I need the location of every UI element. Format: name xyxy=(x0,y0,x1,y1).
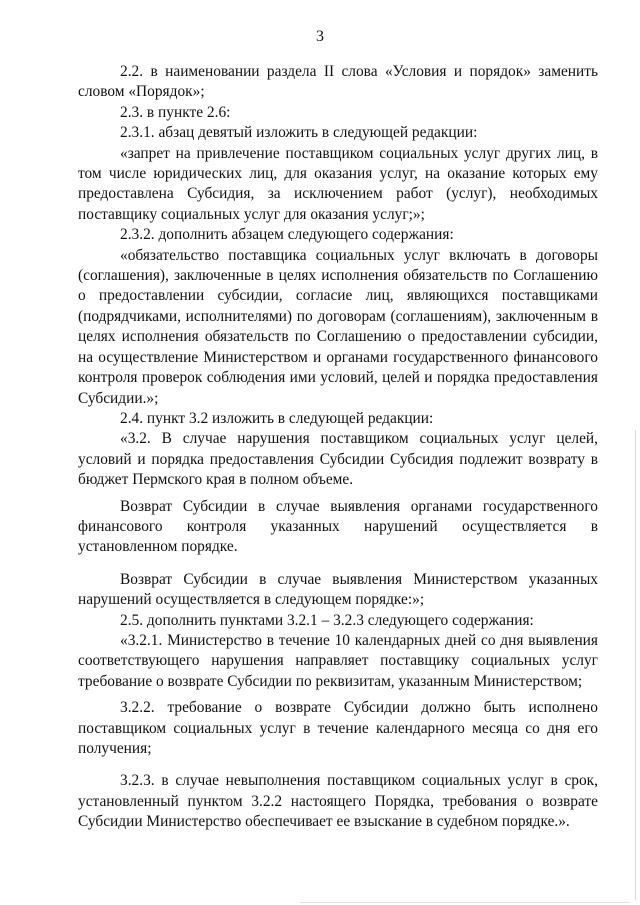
paragraph-quote-obligation: «обязательство поставщика социальных услуг включать в договоры (соглашения), заключенные в целях исполнения обязательств по Соглашению о предоставлении субсидии, согласие лиц, являющихся поставщиками (подрядчиками, исполнителями) по договорам (соглашениям), заключенным в целях исполнения обязательств по Соглашению о предоставлении субсидии, на осуществление Министерством и органами государственного финансового контроля проверок соблюдения ими условий, целей и порядка предоставления Субсидии.»; xyxy=(78,246,598,407)
paragraph-3-2-3: 3.2.3. в случае невыполнения поставщиком социальных услуг в срок, установленный пунктом 3.2.2 настоящего Порядка, требования о возврате Субсидии Министерство обеспечивает ее взыскание в судебном порядке.». xyxy=(78,772,598,831)
paragraph-2-4: 2.4. пункт 3.2 изложить в следующей редакции: xyxy=(120,409,434,427)
paragraph-2-3-2: 2.3.2. дополнить абзацем следующего содержания: xyxy=(120,226,454,244)
page-number: 3 xyxy=(316,28,324,45)
paragraph-3-2-2: 3.2.2. требование о возврате Субсидии должно быть исполнено поставщиком социальных услуг в течение календарного месяца со дня его получения; xyxy=(78,699,598,757)
paragraph-2-3: 2.3. в пункте 2.6: xyxy=(120,103,231,121)
paragraph-return-ministry: Возврат Субсидии в случае выявления Министерством указанных нарушений осуществляется в следующем порядке:»; xyxy=(78,570,598,609)
scan-edge-line xyxy=(635,430,636,900)
paragraph-3-2: «3.2. В случае нарушения поставщиком социальных услуг целей, условий и порядка предоставления Субсидии Субсидия подлежит возврату в бюджет Пермского края в полном объеме. xyxy=(78,430,598,489)
paragraph-2-3-1: 2.3.1. абзац девятый изложить в следующей редакции: xyxy=(120,124,478,142)
paragraph-3-2-1: «3.2.1. Министерство в течение 10 календарных дней со дня выявления соответствующего нарушения направляет поставщику социальных услуг требование о возврате Субсидии по реквизитам, указанным Министерством; xyxy=(78,631,598,690)
paragraph-2-5: 2.5. дополнить пунктами 3.2.1 – 3.2.3 следующего содержания: xyxy=(120,611,534,629)
document-body xyxy=(78,62,598,833)
paragraph-return-financial-control: Возврат Субсидии в случае выявления органами государственного финансового контроля указанных нарушений осуществляется в установленном порядке. xyxy=(78,497,598,556)
scan-bottom-line xyxy=(300,902,630,903)
paragraph-2-2: 2.2. в наименовании раздела II слова «Условия и порядок» заменить словом «Порядок»; xyxy=(78,63,598,101)
paragraph-quote-prohibition: «запрет на привлечение поставщиком социальных услуг других лиц, в том числе юридических лиц, для оказания услуг, на оказание которых ему предоставлена Субсидия, за исключением работ (услуг), необходимых поставщику социальных услуг для оказания услуг;»; xyxy=(78,144,598,223)
